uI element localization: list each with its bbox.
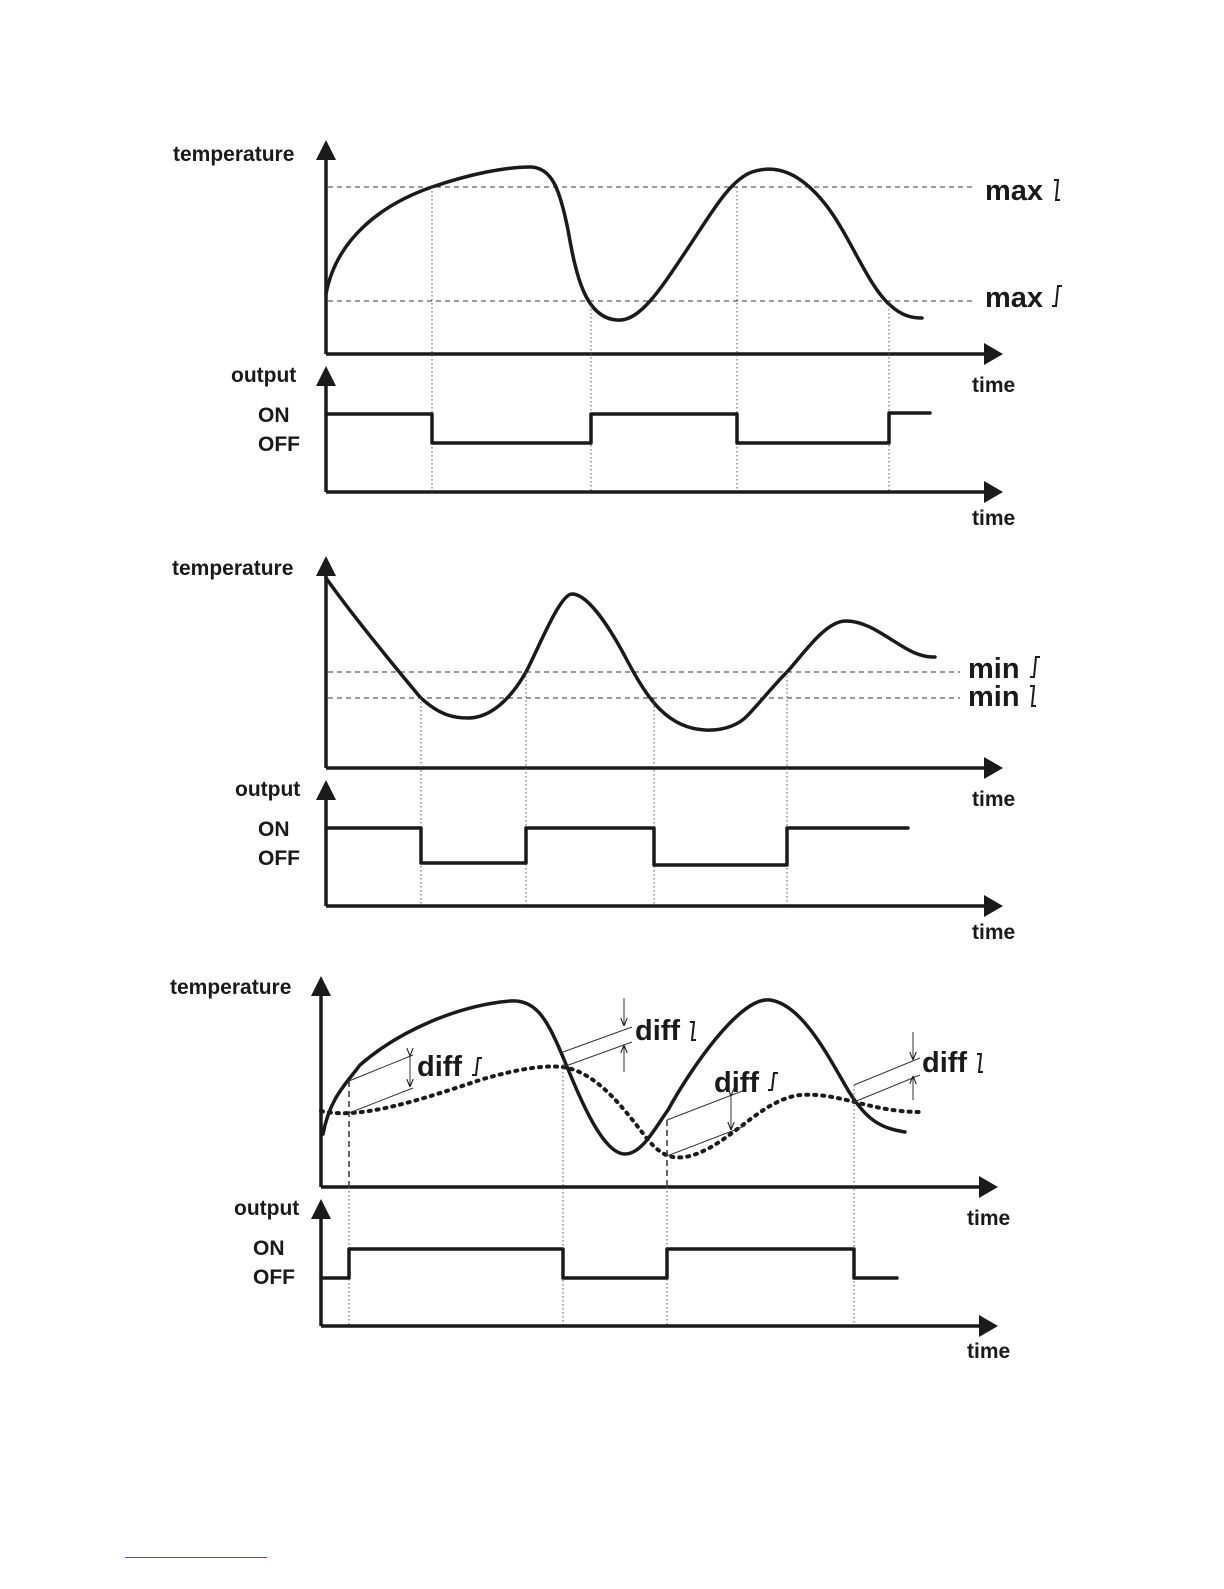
- d2-min-lower-label: min: [968, 681, 1020, 713]
- d3-time-label-top: time: [967, 1207, 1011, 1230]
- d1-temp-y-arrow: [316, 140, 336, 160]
- d3-temperature-label: temperature: [170, 976, 292, 999]
- d3-diff-marker-1: [349, 1051, 482, 1113]
- d3-diff-label-4: diff: [922, 1047, 968, 1079]
- d1-output-y-arrow: [316, 366, 336, 386]
- d3-temp-x-arrow: [979, 1176, 998, 1198]
- diagram-3: [170, 976, 1010, 1363]
- d2-time-label-top: time: [972, 788, 1016, 811]
- d2-temp-y-arrow: [316, 556, 336, 576]
- diagram-1: [173, 140, 1062, 530]
- d2-min-upper-label: min: [968, 653, 1020, 685]
- d3-diff-label-1: diff: [417, 1051, 463, 1083]
- d2-output-x-arrow: [984, 895, 1003, 917]
- d3-time-label-bottom: time: [967, 1340, 1011, 1363]
- d3-diff-2-symbol: [690, 1022, 696, 1040]
- d1-temperature-label: temperature: [173, 143, 295, 166]
- d3-diff-label-2: diff: [635, 1015, 681, 1047]
- d3-reference-curve: [321, 1067, 920, 1158]
- d3-output-label: output: [234, 1197, 300, 1220]
- d1-time-label-top: time: [972, 374, 1016, 397]
- d2-off-label: OFF: [258, 847, 300, 870]
- d3-output-x-arrow: [979, 1315, 998, 1337]
- d1-output-signal: [326, 413, 930, 443]
- d2-temp-x-arrow: [984, 757, 1003, 779]
- d1-temp-x-arrow: [984, 343, 1003, 365]
- d3-on-label: ON: [253, 1237, 285, 1260]
- d3-off-label: OFF: [253, 1266, 295, 1289]
- d1-max-lower-label: max: [985, 282, 1044, 314]
- d3-diff-marker-4: [854, 1032, 983, 1102]
- d1-max-lower-symbol: [1052, 286, 1062, 306]
- d1-on-label: ON: [258, 404, 290, 427]
- d1-off-label: OFF: [258, 433, 300, 456]
- d1-output-label: output: [231, 364, 297, 387]
- diagram-2: [172, 556, 1040, 944]
- d1-output-x-arrow: [984, 481, 1003, 503]
- d3-diff-4-symbol: [977, 1054, 983, 1072]
- d2-min-upper-symbol: [1030, 657, 1040, 677]
- d2-output-y-arrow: [316, 780, 336, 800]
- d2-output-label: output: [235, 778, 301, 801]
- d3-diff-3-symbol: [768, 1073, 778, 1090]
- d1-time-label-bottom: time: [972, 507, 1016, 530]
- d2-min-lower-symbol: [1030, 686, 1036, 706]
- d2-temperature-label: temperature: [172, 557, 294, 580]
- d2-output-signal: [326, 828, 908, 865]
- d3-diff-marker-2: [563, 998, 696, 1072]
- d1-max-upper-symbol: [1054, 180, 1060, 200]
- d2-on-label: ON: [258, 818, 290, 841]
- d3-output-y-arrow: [311, 1199, 331, 1219]
- d3-output-signal: [321, 1249, 897, 1278]
- d1-max-upper-label: max: [985, 175, 1044, 207]
- d1-temperature-curve: [326, 167, 922, 320]
- d3-diff-label-3: diff: [714, 1067, 760, 1099]
- d2-time-label-bottom: time: [972, 921, 1016, 944]
- d3-diff-1-symbol: [472, 1058, 482, 1075]
- d3-temp-y-arrow: [311, 976, 331, 996]
- footer-rule: [125, 1557, 267, 1558]
- d2-temperature-curve: [326, 578, 935, 730]
